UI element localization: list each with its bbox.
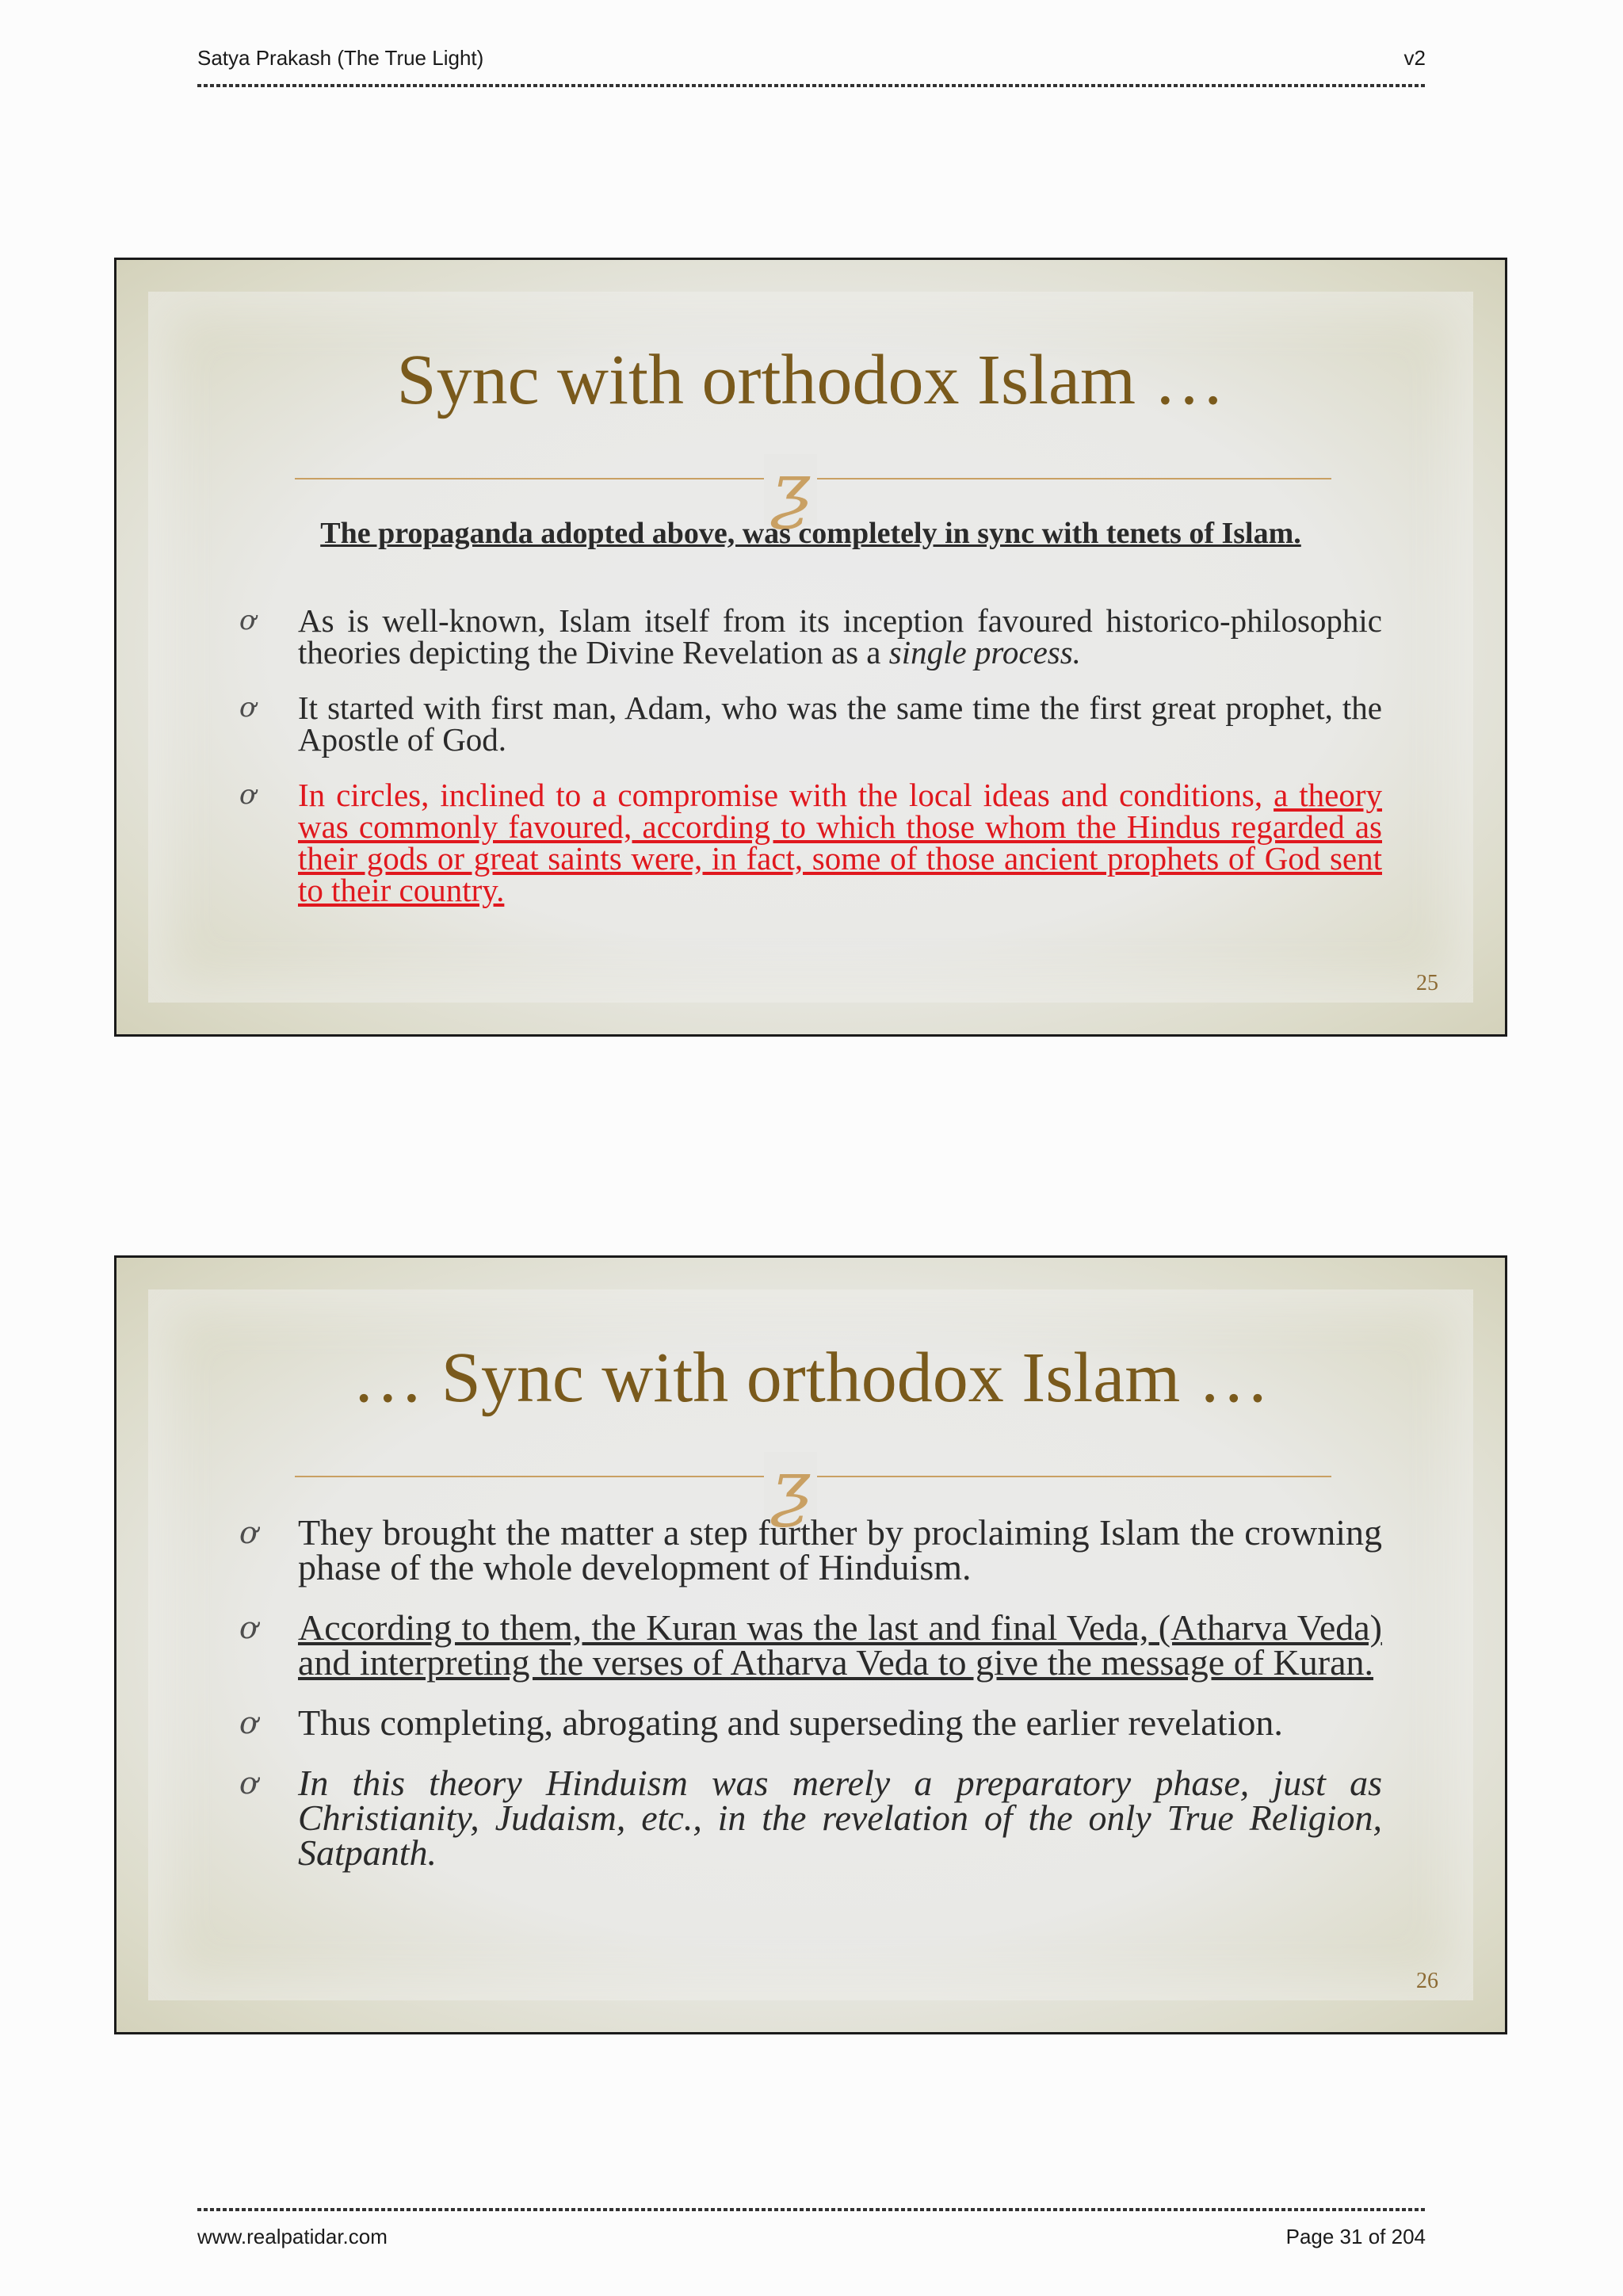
slide-26 [114, 1255, 1507, 2034]
header-rule [197, 84, 1426, 87]
slide-number: 25 [1416, 971, 1438, 995]
curly-bullet-icon: ơ [239, 779, 256, 811]
slide-number: 26 [1416, 1969, 1438, 1993]
flourish-ornament-icon: ƺ [764, 454, 817, 525]
document-version: v2 [1403, 46, 1426, 70]
list-item: ơ They brought the matter a step further by proclaiming Islam the crowning phase of the whole development of Hinduism. [239, 1512, 1382, 1587]
document-title: Satya Prakash (The True Light) [197, 46, 484, 70]
page-indicator: Page 31 of 204 [1285, 2225, 1426, 2248]
curly-bullet-icon: ơ [239, 1706, 258, 1740]
slide-title: … Sync with orthodox Islam … [352, 1339, 1270, 1417]
curly-bullet-icon: ơ [239, 692, 256, 724]
footer-rule [197, 2208, 1426, 2211]
slide-subtitle: The propaganda adopted above, was completely in sync with tenets of Islam. [320, 517, 1301, 550]
list-item: ơ In circles, inclined to a compromise with the local ideas and conditions, a theory was commonly favoured, according to which those whom the Hindus regarded as their gods or great saints were, in fact, some of those ancient prophets of God sent to their country. [239, 777, 1382, 908]
curly-bullet-icon: ơ [239, 1610, 258, 1645]
curly-bullet-icon: ơ [239, 605, 256, 636]
slide-25 [114, 258, 1507, 1037]
bullet-list [239, 602, 1382, 908]
list-item: ơ Thus completing, abrogating and superseding the earlier revelation. [239, 1702, 1283, 1743]
site-url: www.realpatidar.com [197, 2225, 388, 2248]
bullet-list [239, 1512, 1382, 1873]
flourish-ornament-icon: ƺ [764, 1452, 817, 1523]
slide-title: Sync with orthodox Islam … [396, 341, 1225, 419]
list-item: ơ As is well-known, Islam itself from its inception favoured historico-philosophic theories depicting the Divine Revelation as a single process. [239, 602, 1382, 670]
list-item: ơ According to them, the Kuran was the last and final Veda, (Atharva Veda) and interpreting the verses of Atharva Veda to give the message of Kuran. [239, 1607, 1382, 1683]
curly-bullet-icon: ơ [239, 1515, 258, 1550]
list-item: ơ In this theory Hinduism was merely a preparatory phase, just as Christianity, Judaism, etc., in the revelation of the only True Religion, Satpanth. [239, 1763, 1382, 1873]
curly-bullet-icon: ơ [239, 1766, 258, 1801]
list-item: ơ It started with first man, Adam, who was the same time the first great prophet, the Apostle of God. [239, 690, 1382, 758]
